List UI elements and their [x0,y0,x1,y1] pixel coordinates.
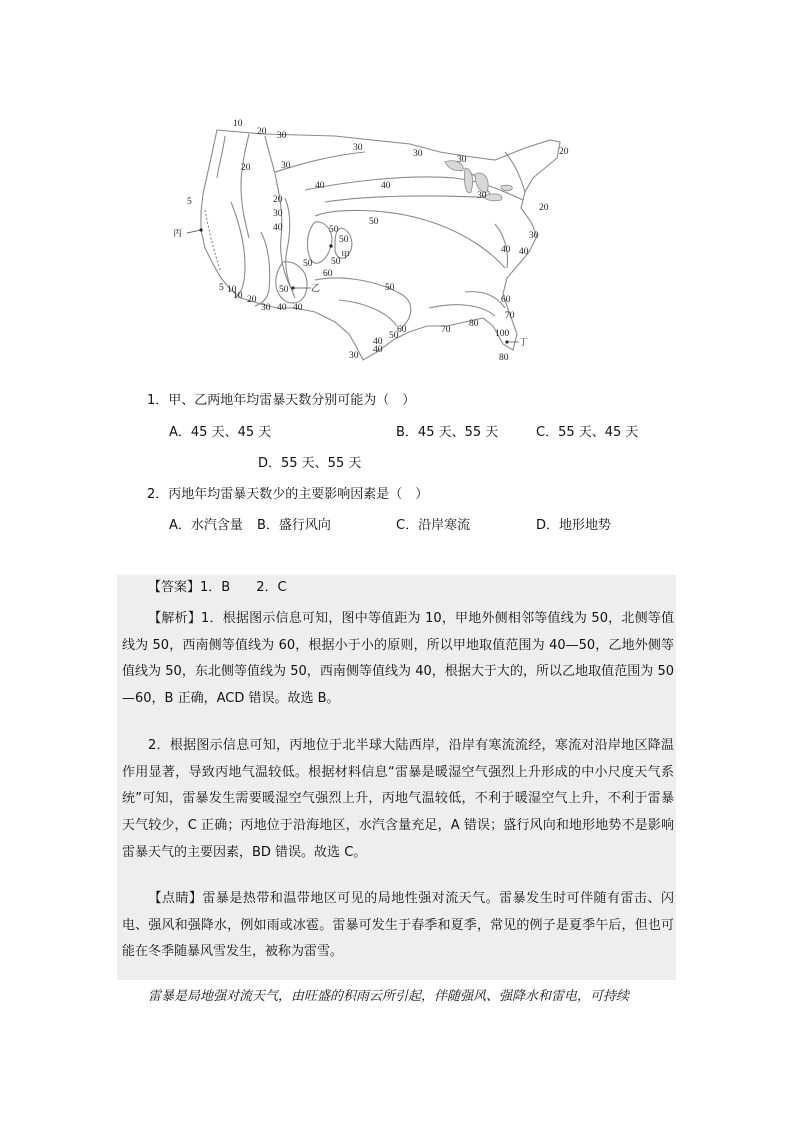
contour-label: 30 [261,303,271,313]
contour-label: 30 [273,209,283,219]
contour-label: 40 [373,345,383,355]
contour-label: 30 [529,231,539,241]
contour-label: 30 [477,191,487,201]
answer-text: 【答案】1．B 2．C [148,580,287,595]
contour-label: 70 [505,311,515,321]
contour-label: 80 [469,319,479,329]
contour-label: 30 [413,149,423,159]
contour-label: 30 [457,155,467,165]
contour-label: 20 [273,195,283,205]
analysis-1-text: 【解析】1．根据图示信息可知，图中等值距为 10，甲地外侧相邻等值线为 50，北侧等值线为 50，西南侧等值线为 60，根据小于小的原则，所以甲地取值范围为 40—50，乙地外侧等值线为 50，东北侧等值线为 50，西南侧等值线为 40，根据大于大的，所以乙地取值范围为 50—60，B 正确，ACD 错误。故选 B。 [122,611,674,707]
contour-label: 30 [353,143,363,153]
place-bing: 丙 [173,229,183,239]
question-2-option-b: B．盛行风向 [257,518,331,533]
contour-label: 20 [559,147,569,157]
footer-note [122,986,682,1008]
contour-label: 40 [519,247,529,257]
contour-label: 40 [277,303,287,313]
contour-label: 50 [339,235,349,245]
contour-label: 20 [257,127,267,137]
analysis-2-text: 2．根据图示信息可知，丙地位于北半球大陆西岸，沿岸有寒流流经，寒流对沿岸地区降温作用显著，导致丙地气温较低。根据材料信息“雷暴是暖湿空气强烈上升形成的中小尺度天气系统”可知，雷暴发生需要暖湿空气强烈上升，丙地气温较低，不利于暖湿空气上升，不利于雷暴天气较少，C 正确；丙地位于沿海地区，水汽含量充足，A 错误；盛行风向和地形地势不是影响雷暴天气的主要因素，BD 错误。故选 C。 [122,738,674,860]
question-1-option-c: C．55 天、45 天 [536,425,639,440]
contour-label: 60 [501,295,511,305]
question-1-option-a: A．45 天、45 天 [169,425,272,440]
contour-label: 50 [385,283,395,293]
contour-label: 60 [323,269,333,279]
contour-label: 10 [233,119,243,129]
place-yi: 乙 [311,284,321,294]
contour-label: 40 [273,223,283,233]
contour-label: 50 [369,217,379,227]
analysis-1 [122,606,674,713]
place-jia: 甲 [341,251,351,261]
answer-line [122,575,674,602]
contour-label: 50 [303,259,313,269]
footer-note-text: 雷暴是局地强对流天气，由旺盛的积雨云所引起，伴随强风、强降水和雷电，可持续 [148,989,630,1004]
contour-label: 100 [495,329,510,339]
question-2-option-d: D．地形地势 [536,518,612,533]
contour-label: 40 [501,245,511,255]
contour-label: 60 [397,325,407,335]
question-2-option-c: C．沿岸寒流 [396,518,471,533]
question-1-stem: 1．甲、乙两地年均雷暴天数分别可能为（ ） [147,393,416,408]
contour-label: 30 [277,131,287,141]
place-ding: 丁 [519,338,529,348]
contour-label: 50 [329,225,339,235]
contour-label: 40 [315,181,325,191]
contour-label: 50 [331,257,341,267]
question-2-stem: 2．丙地年均雷暴天数少的主要影响因素是（ ） [147,487,429,502]
contour-label: 30 [349,351,359,361]
question-1-option-b: B．45 天、55 天 [396,425,499,440]
question-1-option-d: D．55 天、55 天 [258,456,362,471]
contour-label: 50 [279,285,289,295]
tip-text: 【点睛】雷暴是热带和温带地区可见的局地性强对流天气。雷暴发生时可伴随有雷击、闪电、强风和强降水，例如雨或冰雹。雷暴可发生于春季和夏季，常见的例子是夏季午后，但也可能在冬季随暴风雪发生，被称为雷雪。 [122,891,674,960]
contour-label: 10 [227,285,237,295]
contour-label: 30 [281,161,291,171]
question-2-option-a: A．水汽含量 [169,518,243,533]
contour-label: 5 [219,283,224,293]
contour-label: 70 [441,325,451,335]
contour-label: 40 [373,337,383,347]
thunderstorm-days-isoline-map [165,112,585,370]
contour-label: 10 [233,291,243,301]
contour-label: 80 [499,353,509,363]
contour-label: 50 [389,331,399,341]
contour-label: 20 [241,163,251,173]
contour-label: 5 [187,197,192,207]
contour-label: 20 [539,203,549,213]
contour-label: 20 [247,295,257,305]
analysis-2 [122,733,674,867]
tip [122,886,674,966]
contour-label: 40 [381,181,391,191]
contour-label: 40 [293,303,303,313]
